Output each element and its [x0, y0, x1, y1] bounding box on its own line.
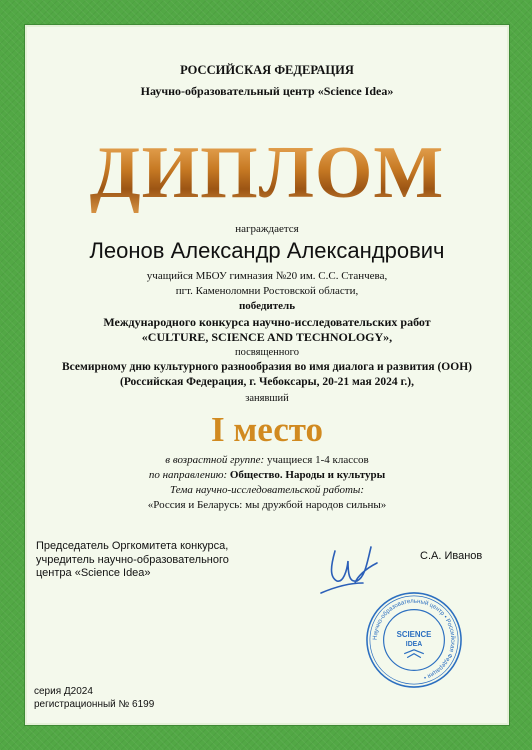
direction-label: по направлению: — [148, 469, 228, 481]
seal-ring-text: Научно-образовательный центр • Российская Федерация • — [372, 598, 456, 680]
country-heading: РОССИЙСКАЯ ФЕДЕРАЦИЯ — [180, 63, 354, 77]
registration-number: регистрационный № 6199 — [34, 699, 155, 710]
seal-center-line-1: SCIENCE — [396, 630, 432, 640]
organizer-name: Научно-образовательный центр «Science Idea» — [140, 84, 394, 98]
school-line-1: учащийся МБОУ гимназия №20 им. С.С. Станчева, — [146, 270, 388, 282]
seal-emblem-icon — [404, 650, 424, 658]
took-label: занявший — [245, 393, 289, 404]
place-award: I место — [211, 410, 323, 449]
series-info — [34, 685, 154, 711]
recipient-name: Леонов Александр Александрович — [89, 238, 445, 263]
certificate-paper — [24, 24, 510, 726]
topic-value: «Россия и Беларусь: мы дружбой народов сильны» — [147, 499, 387, 511]
official-seal — [365, 591, 463, 689]
dedication-line-2: (Российская Федерация, г. Чебоксары, 20-21 мая 2024 г.), — [119, 376, 414, 388]
school-line-2: пгт. Каменоломни Ростовской области, — [175, 285, 359, 297]
seal-center-line-2: IDEA — [405, 640, 423, 648]
age-group-value: учащиеся 1-4 классов — [266, 454, 369, 466]
chair-title — [36, 540, 229, 581]
direction — [25, 469, 509, 481]
age-group — [25, 454, 509, 466]
chair-line-2: учредитель научно-образовательного — [36, 553, 229, 566]
dedication-line-1: Всемирному дню культурного разнообразия во имя диалога и развития (ООН) — [62, 361, 472, 373]
series-number: серия Д2024 — [34, 686, 93, 697]
contest-line-1: Международного конкурса научно-исследовательских работ — [103, 315, 431, 329]
awarded-label: награждается — [235, 223, 299, 235]
direction-value: Общество. Народы и культуры — [229, 469, 386, 481]
diploma-title: ДИПЛОМ — [25, 133, 509, 213]
signature-image — [315, 533, 385, 599]
contest-line-2: «CULTURE, SCIENCE AND TECHNOLOGY», — [141, 330, 393, 344]
signer-name: С.А. Иванов — [420, 550, 483, 562]
chair-line-3: центра «Science Idea» — [36, 567, 151, 579]
topic-label: Тема научно-исследовательской работы: — [169, 484, 365, 496]
chair-line-1: Председатель Оргкомитета конкурса, — [36, 540, 229, 552]
svg-text:Научно-образовательный центр • — [373, 599, 457, 680]
age-group-label: в возрастной группе: — [165, 454, 265, 466]
status-label: победитель — [238, 300, 296, 312]
dedication-label: посвященного — [235, 347, 299, 358]
